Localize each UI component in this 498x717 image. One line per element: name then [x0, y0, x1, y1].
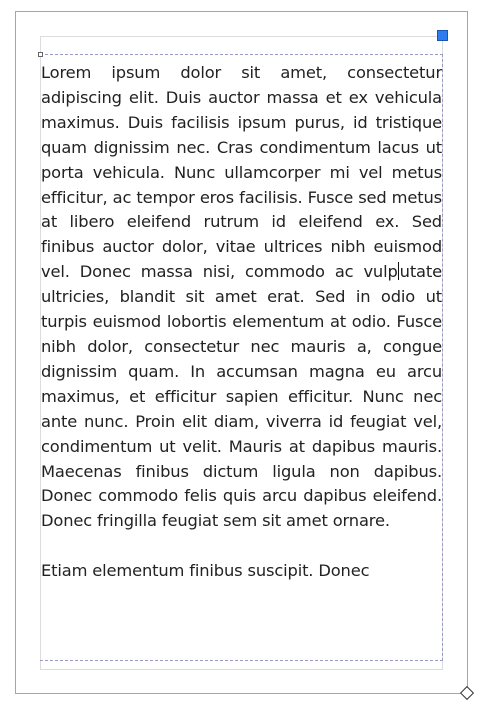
paragraph-1-text-before-caret: Lorem ipsum dolor sit amet, consectetur adipiscing elit. Duis auctor massa et ex vehicula maximus. Duis facilisis ipsum purus, id tristique quam dignissim nec. Cras condimentum lacus ut porta vehicula. Nunc ullamcorper mi vel metus efficitur, ac tempor eros facilisis. Fusce sed metus at libero eleifend rutrum id eleifend ex. Sed finibus auctor dolor, vitae ultrices nibh euismod vel. Donec massa nisi, commodo ac vulp — [41, 63, 442, 282]
paragraph-1-text-after-caret: utate ultricies, blandit sit amet erat. Sed in odio ut turpis euismod lobortis elementum at odio. Fusce nibh dolor, consectetur nec mauris a, congue dignissim quam. In accumsan magna eu arcu maximus, et efficitur sapien efficitur. Nunc nec ante nunc. Proin elit diam, viverra id feugiat vel, condimentum ut velit. Mauris at dapibus mauris. Maecenas finibus dictum ligula non dapibus. Donec commodo felis quis arcu dapibus eleifend. Donec fringilla feugiat sem sit amet ornare. — [41, 262, 442, 531]
link-frame-handle[interactable] — [437, 30, 448, 41]
paragraph-2[interactable]: Etiam elementum finibus suscipit. Donec — [41, 561, 370, 581]
text-frame[interactable] — [40, 54, 443, 661]
text-frame-corner-handle[interactable] — [38, 52, 43, 57]
paragraph-1[interactable] — [41, 61, 442, 534]
text-content[interactable] — [41, 61, 442, 584]
